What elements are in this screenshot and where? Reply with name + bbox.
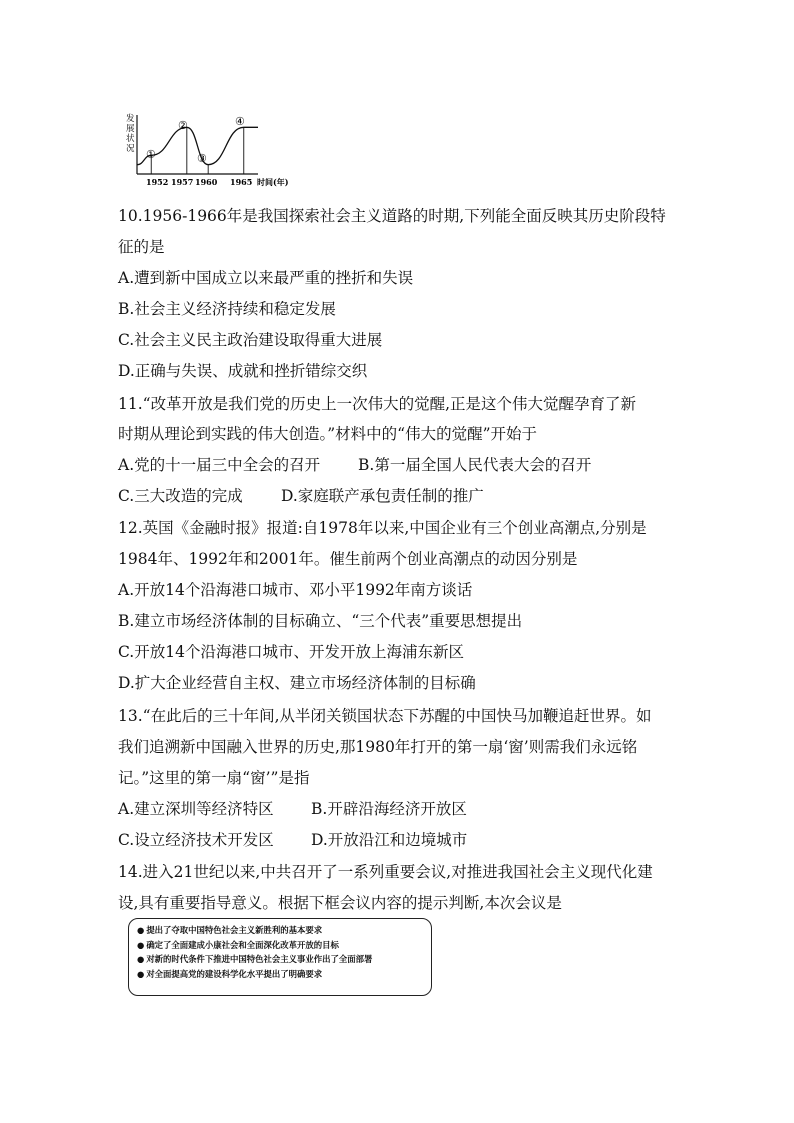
q10-stem-line1: 10.1956-1966年是我国探索社会主义道路的时期,下列能全面反映其历史阶段特 bbox=[118, 207, 666, 225]
q12-stem-line1: 12.英国《金融时报》报道:自1978年以来,中国企业有三个创业高潮点,分别是 bbox=[118, 519, 647, 537]
hint-item bbox=[137, 923, 423, 938]
q11-option-d: D.家庭联产承包责任制的推广 bbox=[281, 487, 484, 505]
q12-stem-line2: 1984年、1992年和2001年。催生前两个创业高潮点的动因分别是 bbox=[118, 550, 578, 568]
bullet-icon: ● bbox=[137, 939, 145, 950]
q13-stem-line2: 我们追溯新中国融入世界的历史,那1980年打开的第一扇‘窗’则需我们永远铭 bbox=[118, 738, 638, 756]
tick-1960: 1960 bbox=[195, 177, 218, 187]
hint-text: 确定了全面建成小康社会和全面深化改革开放的目标 bbox=[146, 939, 339, 950]
q13-option-d: D.开放沿江和边境城市 bbox=[311, 831, 468, 849]
bullet-icon: ● bbox=[137, 925, 145, 935]
tick-1957: 1957 bbox=[171, 177, 194, 187]
q10-option-c: C.社会主义民主政治建设取得重大进展 bbox=[118, 331, 383, 349]
meeting-hints-box bbox=[128, 918, 432, 996]
q12-option-d: D.扩大企业经营自主权、建立市场经济体制的目标确 bbox=[118, 674, 476, 692]
ylabel-char: 况 bbox=[126, 144, 135, 154]
q13-option-b: B.开辟沿海经济开放区 bbox=[311, 800, 467, 818]
q13-stem-line3: 记。”这里的第一扇“窗’”是指 bbox=[118, 769, 310, 787]
q10-option-a: A.遭到新中国成立以来最严重的挫折和失误 bbox=[118, 269, 414, 287]
q12-option-b: B.建立市场经济体制的目标确立、“三个代表”重要思想提出 bbox=[118, 612, 523, 630]
q14-stem-line1: 14.进入21世纪以来,中共召开了一系列重要会议,对推进我国社会主义现代化建 bbox=[118, 863, 653, 881]
q13-option-a: A.建立深圳等经济特区 bbox=[118, 800, 274, 818]
q11-option-b: B.第一届全国人民代表大会的召开 bbox=[358, 456, 592, 474]
q11-stem-line2: 时期从理论到实践的伟大创造。”材料中的“伟大的觉醒”开始于 bbox=[118, 425, 538, 443]
tick-1965: 1965 bbox=[230, 177, 253, 187]
tick-1952: 1952 bbox=[146, 177, 169, 187]
hint-text: 对新的时代条件下推进中国特色社会主义事业作出了全面部署 bbox=[146, 954, 373, 964]
q11-option-c: C.三大改造的完成 bbox=[118, 487, 243, 505]
x-axis-label: 时间(年) bbox=[257, 177, 289, 187]
q10-option-d: D.正确与失误、成就和挫折错综交织 bbox=[118, 362, 368, 380]
marker-2: ② bbox=[178, 119, 188, 132]
q10-option-b: B.社会主义经济持续和稳定发展 bbox=[118, 300, 336, 318]
q11-stem-line1: 11.“改革开放是我们党的历史上一次伟大的觉醒,正是这个伟大觉醒孕育了新 bbox=[118, 395, 637, 413]
hint-item bbox=[137, 967, 423, 982]
q12-option-a: A.开放14个沿海港口城市、邓小平1992年南方谈话 bbox=[118, 581, 473, 599]
development-chart bbox=[118, 112, 308, 192]
chart-ylabel bbox=[126, 113, 135, 154]
marker-3: ③ bbox=[197, 152, 207, 165]
ylabel-char: 展 bbox=[126, 124, 135, 134]
marker-4: ④ bbox=[235, 115, 245, 128]
hint-text: 对全面提高党的建设科学化水平提出了明确要求 bbox=[146, 968, 323, 979]
q12-option-c: C.开放14个沿海港口城市、开发开放上海浦东新区 bbox=[118, 643, 464, 661]
q13-stem-line1: 13.“在此后的三十年间,从半闭关锁国状态下苏醒的中国快马加鞭追赶世界。如 bbox=[118, 707, 652, 725]
q14-stem-line2: 设,具有重要指导意义。根据下框会议内容的提示判断,本次会议是 bbox=[118, 894, 562, 912]
bullet-icon: ● bbox=[137, 968, 145, 979]
hint-item bbox=[137, 952, 423, 967]
q11-option-a: A.党的十一届三中全会的召开 bbox=[118, 456, 321, 474]
marker-1: ① bbox=[146, 148, 156, 161]
ylabel-char: 状 bbox=[126, 134, 135, 144]
ylabel-char: 发 bbox=[126, 114, 135, 124]
q13-option-c: C.设立经济技术开发区 bbox=[118, 831, 274, 849]
q10-stem-line2: 征的是 bbox=[118, 238, 165, 256]
bullet-icon: ● bbox=[137, 954, 145, 964]
hint-text: 提出了夺取中国特色社会主义新胜利的基本要求 bbox=[146, 925, 323, 935]
hint-item bbox=[137, 938, 423, 953]
